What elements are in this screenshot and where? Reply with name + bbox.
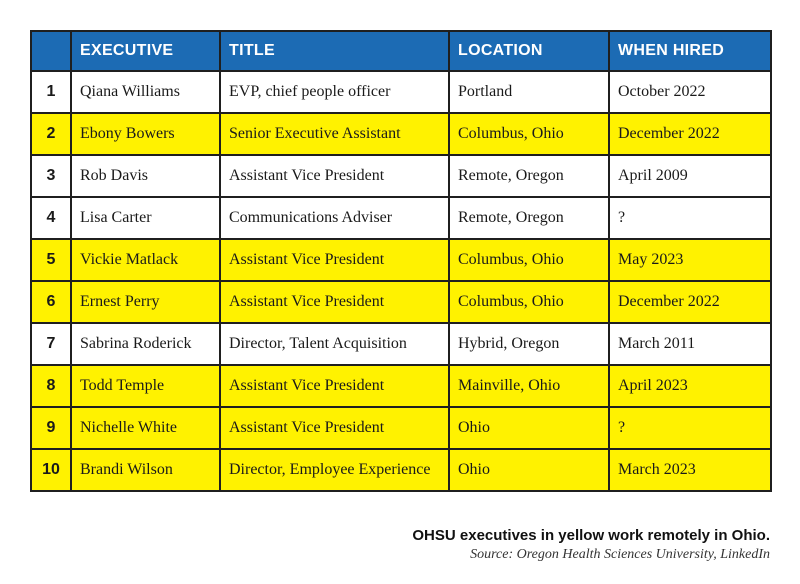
executives-table: [30, 30, 772, 492]
executive-location: Ohio: [449, 449, 609, 491]
row-number: 8: [31, 365, 71, 407]
executive-hire-date: April 2023: [609, 365, 771, 407]
header-executive: EXECUTIVE: [71, 31, 220, 71]
executive-title: Director, Talent Acquisition: [220, 323, 449, 365]
executive-location: Ohio: [449, 407, 609, 449]
table-row: [31, 449, 771, 491]
row-number: 1: [31, 71, 71, 113]
executive-name: Vickie Matlack: [71, 239, 220, 281]
table-row: [31, 113, 771, 155]
executive-hire-date: December 2022: [609, 281, 771, 323]
table-row: [31, 155, 771, 197]
executives-table-container: [30, 30, 770, 492]
executive-name: Ernest Perry: [71, 281, 220, 323]
row-number: 9: [31, 407, 71, 449]
executive-title: Assistant Vice President: [220, 407, 449, 449]
row-number: 5: [31, 239, 71, 281]
executive-name: Rob Davis: [71, 155, 220, 197]
executive-name: Ebony Bowers: [71, 113, 220, 155]
row-number: 4: [31, 197, 71, 239]
executive-location: Hybrid, Oregon: [449, 323, 609, 365]
executive-name: Brandi Wilson: [71, 449, 220, 491]
executive-title: Communications Adviser: [220, 197, 449, 239]
figure-caption: [412, 526, 770, 564]
executive-title: EVP, chief people officer: [220, 71, 449, 113]
table-row: [31, 239, 771, 281]
row-number: 2: [31, 113, 71, 155]
executive-location: Remote, Oregon: [449, 197, 609, 239]
executive-title: Assistant Vice President: [220, 155, 449, 197]
executive-location: Columbus, Ohio: [449, 281, 609, 323]
executive-hire-date: April 2009: [609, 155, 771, 197]
executive-name: Qiana Williams: [71, 71, 220, 113]
executive-name: Nichelle White: [71, 407, 220, 449]
executive-hire-date: ?: [609, 197, 771, 239]
executive-title: Assistant Vice President: [220, 239, 449, 281]
executive-name: Todd Temple: [71, 365, 220, 407]
table-header-row: [31, 31, 771, 71]
executive-hire-date: March 2023: [609, 449, 771, 491]
header-title: TITLE: [220, 31, 449, 71]
executive-hire-date: ?: [609, 407, 771, 449]
table-row: [31, 197, 771, 239]
executive-location: Columbus, Ohio: [449, 113, 609, 155]
header-location: LOCATION: [449, 31, 609, 71]
table-row: [31, 281, 771, 323]
executive-hire-date: December 2022: [609, 113, 771, 155]
table-row: [31, 323, 771, 365]
caption-source: Source: Oregon Health Sciences University, LinkedIn: [470, 547, 770, 562]
executive-title: Director, Employee Experience: [220, 449, 449, 491]
executive-hire-date: May 2023: [609, 239, 771, 281]
executive-name: Sabrina Roderick: [71, 323, 220, 365]
table-row: [31, 407, 771, 449]
executive-location: Portland: [449, 71, 609, 113]
executive-location: Remote, Oregon: [449, 155, 609, 197]
executive-hire-date: March 2011: [609, 323, 771, 365]
table-row: [31, 71, 771, 113]
executive-title: Senior Executive Assistant: [220, 113, 449, 155]
executive-location: Columbus, Ohio: [449, 239, 609, 281]
executive-title: Assistant Vice President: [220, 281, 449, 323]
row-number: 6: [31, 281, 71, 323]
executive-hire-date: October 2022: [609, 71, 771, 113]
header-number: [31, 31, 71, 71]
header-when-hired: WHEN HIRED: [609, 31, 771, 71]
caption-headline: OHSU executives in yellow work remotely in Ohio.: [412, 527, 770, 544]
row-number: 3: [31, 155, 71, 197]
executive-location: Mainville, Ohio: [449, 365, 609, 407]
row-number: 7: [31, 323, 71, 365]
row-number: 10: [31, 449, 71, 491]
executive-title: Assistant Vice President: [220, 365, 449, 407]
table-row: [31, 365, 771, 407]
executive-name: Lisa Carter: [71, 197, 220, 239]
